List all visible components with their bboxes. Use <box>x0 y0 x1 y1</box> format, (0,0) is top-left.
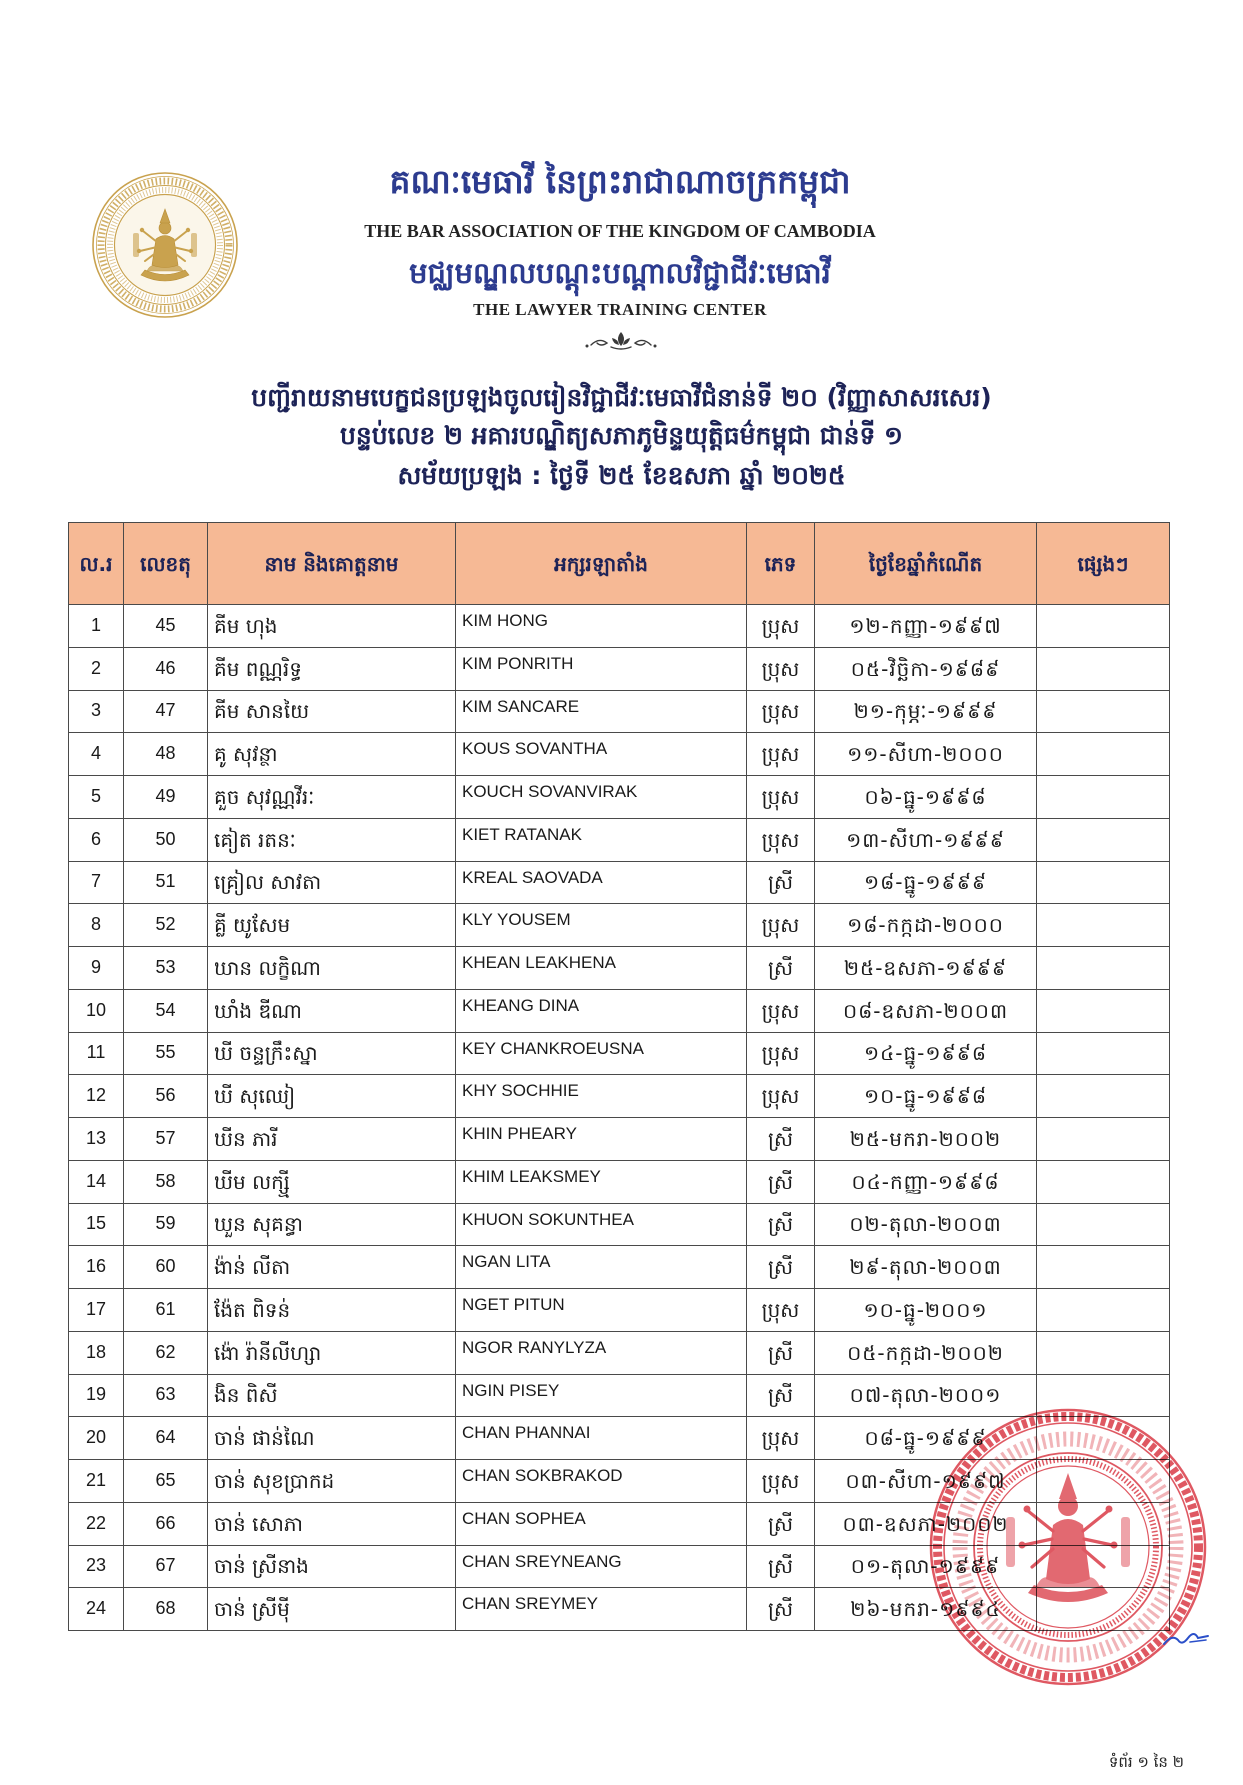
document-title: បញ្ជីរាយនាមបេក្ខជនប្រឡងចូលរៀនវិជ្ជាជីវៈមេធាវីជំនាន់ទី ២០ (វិញ្ញាសាសរសេរ) <box>251 383 992 412</box>
cell-remarks <box>1037 1545 1170 1588</box>
cell-desk-number: 63 <box>124 1374 208 1417</box>
cell-khmer-name: គូ សុវន្ថា <box>208 733 456 776</box>
cell-desk-number: 52 <box>124 904 208 947</box>
cell-date-of-birth: ១២-កញ្ញា-១៩៩៧ <box>815 605 1037 648</box>
table-row <box>69 1160 1170 1203</box>
cell-number: 5 <box>69 776 124 819</box>
table-row <box>69 1545 1170 1588</box>
cell-gender: ស្រី <box>747 1331 815 1374</box>
cell-khmer-name: គីម ពណ្ណរិទ្ធ <box>208 647 456 690</box>
cell-desk-number: 49 <box>124 776 208 819</box>
cell-desk-number: 66 <box>124 1502 208 1545</box>
table-row <box>69 1588 1170 1631</box>
cell-date-of-birth: ០៤-កញ្ញា-១៩៩៨ <box>815 1160 1037 1203</box>
cell-latin-name: KLY YOUSEM <box>456 904 747 947</box>
cell-khmer-name: ចាន់ សោភា <box>208 1502 456 1545</box>
cell-desk-number: 51 <box>124 861 208 904</box>
cell-desk-number: 59 <box>124 1203 208 1246</box>
cell-khmer-name: ឃីន ភារី <box>208 1118 456 1161</box>
cell-khmer-name: ឃាន លក្ខិណា <box>208 947 456 990</box>
cell-desk-number: 48 <box>124 733 208 776</box>
exam-session-date: សម័យប្រឡង : ថ្ងៃទី ២៥ ខែឧសភា ឆ្នាំ ២០២៥ <box>397 461 846 490</box>
table-row <box>69 1032 1170 1075</box>
cell-latin-name: KIET RATANAK <box>456 818 747 861</box>
cell-number: 7 <box>69 861 124 904</box>
cell-date-of-birth: ២១-កុម្ភៈ-១៩៩៩ <box>815 690 1037 733</box>
cell-number: 3 <box>69 690 124 733</box>
column-header-gender: ភេទ <box>747 523 815 605</box>
cell-date-of-birth: ០៨-ធ្នូ-១៩៩៩ <box>815 1417 1037 1460</box>
cell-date-of-birth: ០៥-វិច្ឆិកា-១៩៨៩ <box>815 647 1037 690</box>
cell-number: 14 <box>69 1160 124 1203</box>
cell-latin-name: CHAN SREYMEY <box>456 1588 747 1631</box>
cell-gender: ប្រុស <box>747 690 815 733</box>
cell-number: 11 <box>69 1032 124 1075</box>
cell-desk-number: 64 <box>124 1417 208 1460</box>
column-header-date-of-birth: ថ្ងៃខែឆ្នាំកំណើត <box>815 523 1037 605</box>
cell-number: 10 <box>69 989 124 1032</box>
cell-remarks <box>1037 1374 1170 1417</box>
cell-gender: ស្រី <box>747 1374 815 1417</box>
cell-date-of-birth: ២៩-តុលា-២០០៣ <box>815 1246 1037 1289</box>
cell-date-of-birth: ១៣-សីហា-១៩៩៩ <box>815 818 1037 861</box>
cell-desk-number: 55 <box>124 1032 208 1075</box>
cell-number: 21 <box>69 1460 124 1503</box>
cell-gender: ស្រី <box>747 947 815 990</box>
cell-gender: ប្រុស <box>747 818 815 861</box>
cell-number: 8 <box>69 904 124 947</box>
cell-khmer-name: ឃី ចន្ទក្រឹះស្នា <box>208 1032 456 1075</box>
cell-latin-name: KREAL SAOVADA <box>456 861 747 904</box>
table-row <box>69 904 1170 947</box>
cell-remarks <box>1037 605 1170 648</box>
cell-number: 18 <box>69 1331 124 1374</box>
cell-desk-number: 61 <box>124 1289 208 1332</box>
cell-desk-number: 47 <box>124 690 208 733</box>
cell-latin-name: KOUCH SOVANVIRAK <box>456 776 747 819</box>
cell-date-of-birth: ១០-ធ្នូ-២០០១ <box>815 1289 1037 1332</box>
cell-latin-name: NGIN PISEY <box>456 1374 747 1417</box>
cell-remarks <box>1037 947 1170 990</box>
table-row <box>69 1075 1170 1118</box>
table-row <box>69 1246 1170 1289</box>
cell-number: 20 <box>69 1417 124 1460</box>
column-header-khmer-name: នាម និងគោត្តនាម <box>208 523 456 605</box>
cell-latin-name: KIM SANCARE <box>456 690 747 733</box>
cell-latin-name: NGAN LITA <box>456 1246 747 1289</box>
cell-khmer-name: ឃីម លក្ស្មី <box>208 1160 456 1203</box>
cell-date-of-birth: ២៥-ឧសភា-១៩៩៩ <box>815 947 1037 990</box>
table-row <box>69 647 1170 690</box>
cell-gender: ប្រុស <box>747 1417 815 1460</box>
cell-number: 1 <box>69 605 124 648</box>
cell-remarks <box>1037 1502 1170 1545</box>
cell-number: 17 <box>69 1289 124 1332</box>
cell-latin-name: KHEANG DINA <box>456 989 747 1032</box>
cell-remarks <box>1037 1460 1170 1503</box>
column-header-latin-name: អក្សរឡាតាំង <box>456 523 747 605</box>
table-row <box>69 1118 1170 1161</box>
cell-number: 19 <box>69 1374 124 1417</box>
cell-latin-name: CHAN PHANNAI <box>456 1417 747 1460</box>
exam-room-location: បន្ទប់លេខ ២ អគារបណ្ឌិត្យសភាភូមិន្ទយុត្តិធម៌កម្ពុជា ជាន់ទី ១ <box>340 421 903 450</box>
cell-date-of-birth: ១០-ធ្នូ-១៩៩៨ <box>815 1075 1037 1118</box>
cell-gender: ប្រុស <box>747 1289 815 1332</box>
cell-remarks <box>1037 1246 1170 1289</box>
cell-remarks <box>1037 818 1170 861</box>
cell-latin-name: KHIN PHEARY <box>456 1118 747 1161</box>
cell-latin-name: NGOR RANYLYZA <box>456 1331 747 1374</box>
cell-date-of-birth: ០១-តុលា-១៩៩៩ <box>815 1545 1037 1588</box>
cell-remarks <box>1037 1118 1170 1161</box>
cell-latin-name: KIM PONRITH <box>456 647 747 690</box>
training-center-name-english: THE LAWYER TRAINING CENTER <box>473 300 767 319</box>
cell-gender: ប្រុស <box>747 605 815 648</box>
cell-date-of-birth: ០៨-ឧសភា-២០០៣ <box>815 989 1037 1032</box>
cell-remarks <box>1037 904 1170 947</box>
cell-number: 12 <box>69 1075 124 1118</box>
cell-desk-number: 46 <box>124 647 208 690</box>
cell-number: 13 <box>69 1118 124 1161</box>
cell-date-of-birth: ០៦-ធ្នូ-១៩៩៨ <box>815 776 1037 819</box>
table-row <box>69 776 1170 819</box>
table-row <box>69 1203 1170 1246</box>
cell-gender: ស្រី <box>747 861 815 904</box>
cell-date-of-birth: ០៥-កក្កដា-២០០២ <box>815 1331 1037 1374</box>
cell-khmer-name: ចាន់ សុខប្រាកដ <box>208 1460 456 1503</box>
cell-latin-name: KOUS SOVANTHA <box>456 733 747 776</box>
cell-gender: ប្រុស <box>747 776 815 819</box>
table-row <box>69 989 1170 1032</box>
cell-date-of-birth: ១៨-កក្កដា-២០០០ <box>815 904 1037 947</box>
bar-association-seal-icon <box>91 171 239 319</box>
cell-desk-number: 65 <box>124 1460 208 1503</box>
table-row <box>69 1417 1170 1460</box>
cell-khmer-name: គីម ហុង <box>208 605 456 648</box>
cell-remarks <box>1037 1075 1170 1118</box>
cell-remarks <box>1037 1032 1170 1075</box>
table-body <box>69 605 1170 1631</box>
table-row <box>69 690 1170 733</box>
table-row <box>69 1374 1170 1417</box>
cell-number: 15 <box>69 1203 124 1246</box>
table-row <box>69 818 1170 861</box>
cell-gender: ប្រុស <box>747 904 815 947</box>
cell-desk-number: 60 <box>124 1246 208 1289</box>
cell-latin-name: KHIM LEAKSMEY <box>456 1160 747 1203</box>
training-center-name-khmer: មជ្ឈមណ្ឌលបណ្តុះបណ្តាលវិជ្ជាជីវៈមេធាវី <box>409 256 831 290</box>
cell-khmer-name: ចាន់ ស្រីនាង <box>208 1545 456 1588</box>
cell-latin-name: KIM HONG <box>456 605 747 648</box>
cell-khmer-name: គួច សុវណ្ណវីរៈ <box>208 776 456 819</box>
ornament-divider-icon <box>581 329 661 353</box>
cell-desk-number: 68 <box>124 1588 208 1631</box>
cell-desk-number: 67 <box>124 1545 208 1588</box>
column-header-number: ល.រ <box>69 523 124 605</box>
cell-date-of-birth: ២៦-មករា-១៩៩៤ <box>815 1588 1037 1631</box>
column-header-remarks: ផ្សេងៗ <box>1037 523 1170 605</box>
cell-desk-number: 58 <box>124 1160 208 1203</box>
cell-number: 2 <box>69 647 124 690</box>
cell-date-of-birth: ១៤-ធ្នូ-១៩៩៨ <box>815 1032 1037 1075</box>
cell-remarks <box>1037 690 1170 733</box>
cell-number: 24 <box>69 1588 124 1631</box>
cell-khmer-name: គ្លី យូសែម <box>208 904 456 947</box>
cell-khmer-name: ឃី សុឈៀ <box>208 1075 456 1118</box>
cell-khmer-name: ង៉ែត ពិទន់ <box>208 1289 456 1332</box>
cell-latin-name: CHAN SOKBRAKOD <box>456 1460 747 1503</box>
cell-gender: ប្រុស <box>747 989 815 1032</box>
cell-gender: ស្រី <box>747 1203 815 1246</box>
table-header-row <box>69 523 1170 605</box>
cell-number: 16 <box>69 1246 124 1289</box>
table-row <box>69 605 1170 648</box>
cell-number: 6 <box>69 818 124 861</box>
cell-gender: ប្រុស <box>747 1032 815 1075</box>
cell-number: 4 <box>69 733 124 776</box>
cell-gender: ស្រី <box>747 1545 815 1588</box>
organization-name-english: THE BAR ASSOCIATION OF THE KINGDOM OF CAMBODIA <box>364 221 876 241</box>
table-row <box>69 1289 1170 1332</box>
candidate-table <box>68 522 1170 1631</box>
cell-latin-name: KEY CHANKROEUSNA <box>456 1032 747 1075</box>
cell-gender: ស្រី <box>747 1118 815 1161</box>
cell-remarks <box>1037 1331 1170 1374</box>
cell-gender: ស្រី <box>747 1502 815 1545</box>
table-row <box>69 947 1170 990</box>
cell-khmer-name: ង៉ាន់ លីតា <box>208 1246 456 1289</box>
cell-remarks <box>1037 1160 1170 1203</box>
column-header-desk: លេខតុ <box>124 523 208 605</box>
page-number: ទំព័រ ១ នៃ ២ <box>1108 1753 1184 1771</box>
cell-gender: ស្រី <box>747 1588 815 1631</box>
cell-khmer-name: គីម សានយៃ <box>208 690 456 733</box>
table-row <box>69 1502 1170 1545</box>
cell-desk-number: 54 <box>124 989 208 1032</box>
cell-latin-name: NGET PITUN <box>456 1289 747 1332</box>
cell-remarks <box>1037 989 1170 1032</box>
cell-remarks <box>1037 1203 1170 1246</box>
cell-remarks <box>1037 776 1170 819</box>
cell-khmer-name: ងិន ពិសី <box>208 1374 456 1417</box>
cell-gender: ប្រុស <box>747 1460 815 1503</box>
table-row <box>69 1331 1170 1374</box>
cell-date-of-birth: ១១-សីហា-២០០០ <box>815 733 1037 776</box>
cell-desk-number: 53 <box>124 947 208 990</box>
cell-latin-name: CHAN SREYNEANG <box>456 1545 747 1588</box>
cell-khmer-name: ចាន់ ស្រីម៉ី <box>208 1588 456 1631</box>
cell-latin-name: KHEAN LEAKHENA <box>456 947 747 990</box>
cell-date-of-birth: ២៥-មករា-២០០២ <box>815 1118 1037 1161</box>
cell-desk-number: 50 <box>124 818 208 861</box>
cell-remarks <box>1037 1417 1170 1460</box>
cell-desk-number: 45 <box>124 605 208 648</box>
cell-remarks <box>1037 1588 1170 1631</box>
cell-gender: ប្រុស <box>747 647 815 690</box>
cell-khmer-name: ចាន់ ផាន់ណៃ <box>208 1417 456 1460</box>
cell-remarks <box>1037 733 1170 776</box>
table-row <box>69 861 1170 904</box>
cell-khmer-name: ឃាំង ឌីណា <box>208 989 456 1032</box>
cell-khmer-name: ឃួន សុគន្ធា <box>208 1203 456 1246</box>
cell-date-of-birth: ០៣-សីហា-១៩៩៧ <box>815 1460 1037 1503</box>
cell-desk-number: 57 <box>124 1118 208 1161</box>
cell-latin-name: KHUON SOKUNTHEA <box>456 1203 747 1246</box>
cell-number: 23 <box>69 1545 124 1588</box>
cell-gender: ស្រី <box>747 1160 815 1203</box>
cell-number: 22 <box>69 1502 124 1545</box>
cell-latin-name: CHAN SOPHEA <box>456 1502 747 1545</box>
table-row <box>69 1460 1170 1503</box>
cell-latin-name: KHY SOCHHIE <box>456 1075 747 1118</box>
cell-date-of-birth: ០៧-តុលា-២០០១ <box>815 1374 1037 1417</box>
cell-gender: ស្រី <box>747 1246 815 1289</box>
cell-remarks <box>1037 1289 1170 1332</box>
cell-khmer-name: គ្រៀល សាវតា <box>208 861 456 904</box>
table-row <box>69 733 1170 776</box>
cell-date-of-birth: ០៣-ឧសភា-២០០២ <box>815 1502 1037 1545</box>
cell-remarks <box>1037 647 1170 690</box>
cell-number: 9 <box>69 947 124 990</box>
cell-gender: ប្រុស <box>747 733 815 776</box>
cell-date-of-birth: ១៨-ធ្នូ-១៩៩៩ <box>815 861 1037 904</box>
cell-remarks <box>1037 861 1170 904</box>
cell-khmer-name: គៀត រតនៈ <box>208 818 456 861</box>
cell-desk-number: 62 <box>124 1331 208 1374</box>
cell-khmer-name: ង៉ោ រ៉ានីលីហ្សា <box>208 1331 456 1374</box>
cell-date-of-birth: ០២-តុលា-២០០៣ <box>815 1203 1037 1246</box>
cell-desk-number: 56 <box>124 1075 208 1118</box>
organization-name-khmer: គណៈមេធាវី នៃព្រះរាជាណាចក្រកម្ពុជា <box>389 162 851 201</box>
table-header <box>69 523 1170 605</box>
cell-gender: ប្រុស <box>747 1075 815 1118</box>
